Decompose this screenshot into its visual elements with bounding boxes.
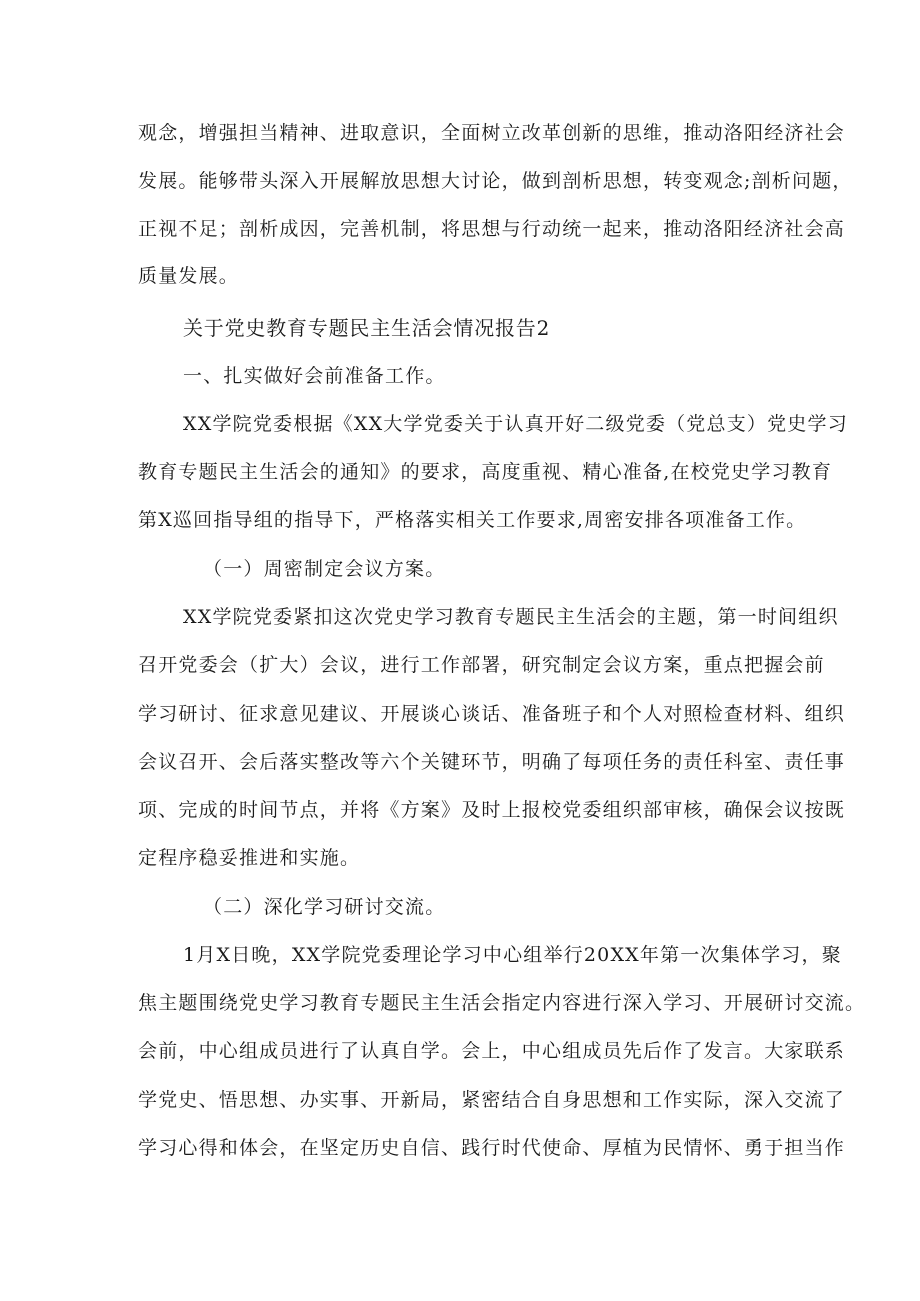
paragraph-line: 1月X日晚，XX学院党委理论学习中心组举行20XX年第一次集体学习，聚 xyxy=(183,944,842,966)
paragraph-line: 观念，增强担当精神、进取意识，全面树立改革创新的思维，推动洛阳经济社会 xyxy=(138,122,846,144)
paragraph-line: 正视不足；剖析成因，完善机制，将思想与行动统一起来，推动洛阳经济社会高 xyxy=(138,218,846,240)
paragraph-line: 发展。能够带头深入开展解放思想大讨论，做到剖析思想，转变观念;剖析问题， xyxy=(138,170,853,192)
paragraph-line: 焦主题围绕党史学习教育专题民主生活会指定内容进行深入学习、开展研讨交流。 xyxy=(138,992,866,1014)
paragraph-line: 质量发展。 xyxy=(138,265,240,287)
section-heading: 一、扎实做好会前准备工作。 xyxy=(183,365,446,387)
section-title: 关于党史教育专题民主生活会情况报告2 xyxy=(183,316,551,340)
paragraph-line: XX学院党委紧扣这次党史学习教育专题民主生活会的主题，第一时间组织 xyxy=(183,606,839,628)
paragraph-line: 召开党委会（扩大）会议，进行工作部署，研究制定会议方案，重点把握会前 xyxy=(138,654,825,676)
paragraph-line: 学党史、悟思想、办实事、开新局，紧密结合自身思想和工作实际，深入交流了 xyxy=(138,1089,846,1111)
paragraph-line: 教育专题民主生活会的通知》的要求，高度重视、精心准备,在校党史学习教育 xyxy=(138,461,833,483)
subsection-heading: （二）深化学习研讨交流。 xyxy=(203,896,446,918)
paragraph-line: 学习研讨、征求意见建议、开展谈心谈话、准备班子和个人对照检查材料、组织 xyxy=(138,703,846,725)
paragraph-line: XX学院党委根据《XX大学党委关于认真开好二级党委（党总支）党史学习 xyxy=(183,413,848,435)
paragraph-line: 会议召开、会后落实整改等六个关键环节，明确了每项任务的责任科室、责任事 xyxy=(138,751,846,773)
paragraph-line: 第X巡回指导组的指导下，严格落实相关工作要求,周密安排各项准备工作。 xyxy=(138,509,807,531)
paragraph-line: 学习心得和体会，在坚定历史自信、践行时代使命、厚植为民情怀、勇于担当作 xyxy=(138,1137,846,1159)
paragraph-line: 会前，中心组成员进行了认真自学。会上，中心组成员先后作了发言。大家联系 xyxy=(138,1040,846,1062)
subsection-heading: （一）周密制定会议方案。 xyxy=(203,558,446,580)
paragraph-line: 定程序稳妥推进和实施。 xyxy=(138,847,361,869)
paragraph-line: 项、完成的时间节点，并将《方案》及时上报校党委组织部审核，确保会议按既 xyxy=(138,799,846,821)
